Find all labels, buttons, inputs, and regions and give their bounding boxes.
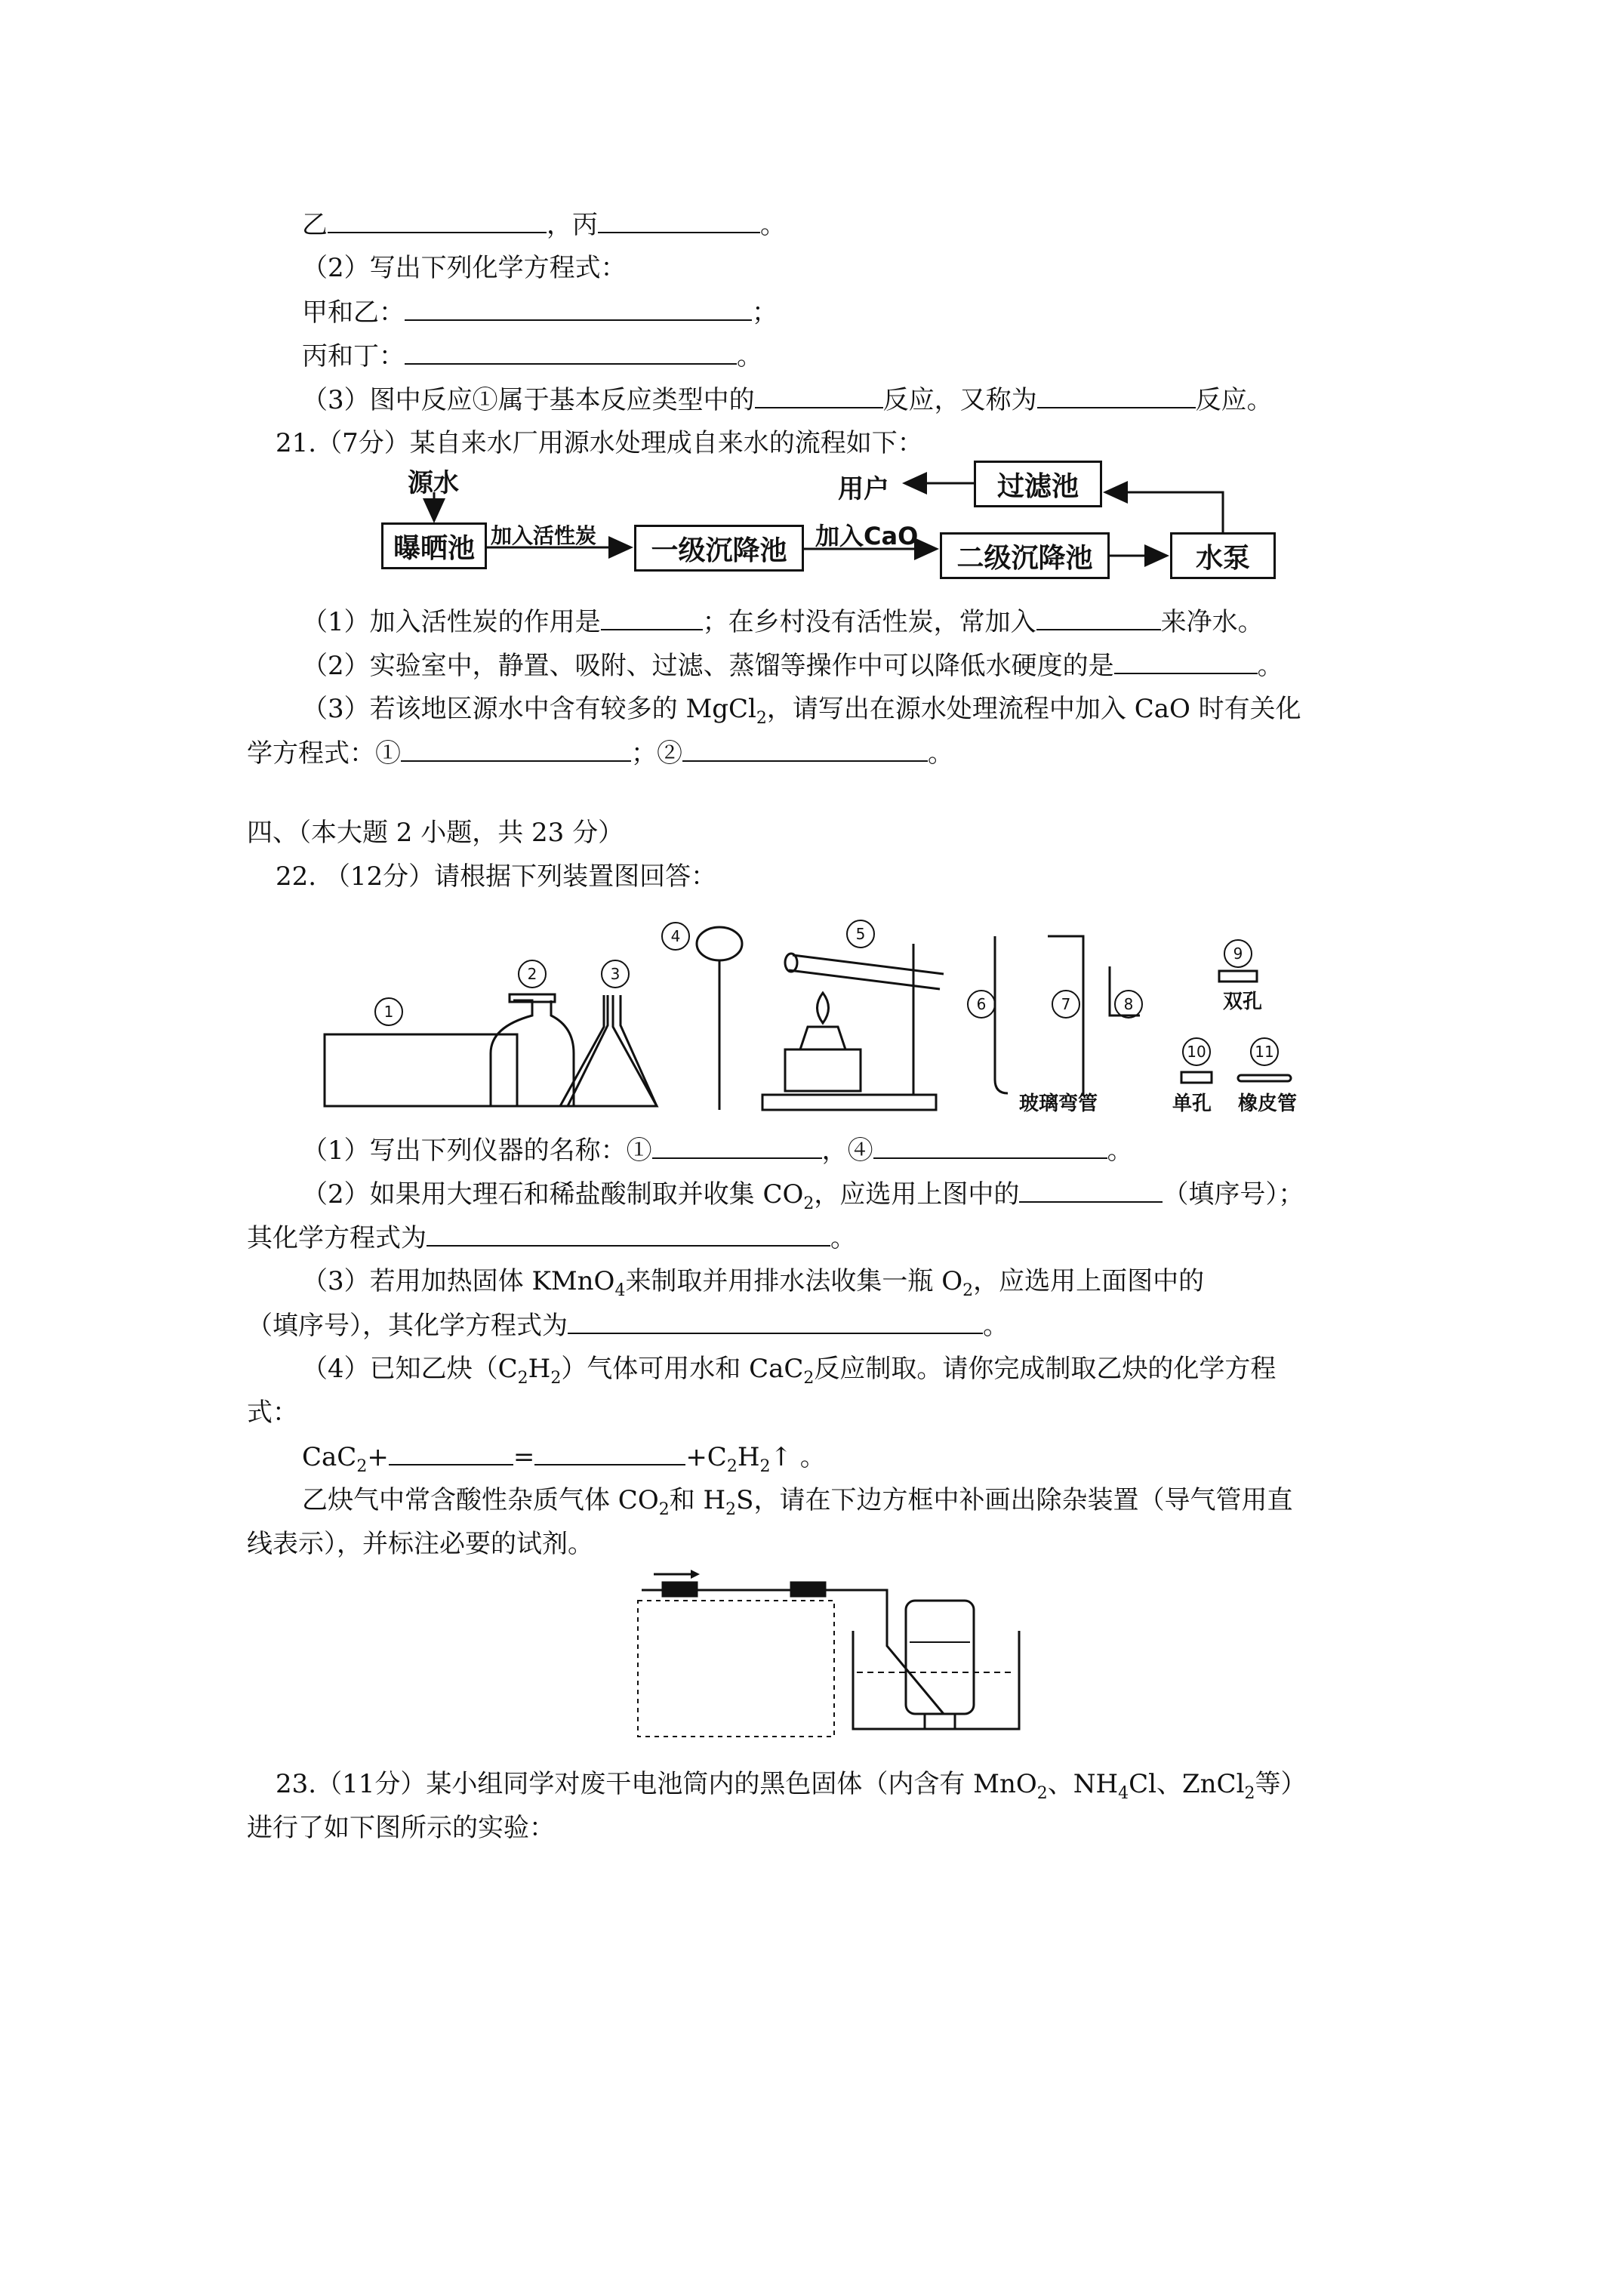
label-bent-tube: 玻璃弯管 bbox=[1019, 1093, 1098, 1115]
label-n11: 11 bbox=[1255, 1043, 1274, 1061]
rubber-joint-2 bbox=[791, 1583, 825, 1596]
empty-dashed-box bbox=[638, 1601, 834, 1737]
q22-part5-cont: 线表示），并标注必要的试剂。 bbox=[247, 1529, 593, 1559]
flow-direction-arrow bbox=[654, 1570, 700, 1579]
flow-settle2-box: 二级沉降池 bbox=[940, 532, 1110, 579]
q22-part5: 乙炔气中常含酸性杂质气体 $CO_2$和 $H_2S$，请在下边方框中补画出除杂装置（导气管用直 bbox=[302, 1485, 1293, 1519]
label-n8: 8 bbox=[1123, 995, 1134, 1013]
label-n3: 3 bbox=[610, 965, 621, 983]
q22-part2: （2）如果用大理石和稀盐酸制取并收集 $CO_2$，应选用上图中的 （填序号）； bbox=[302, 1179, 1304, 1213]
section4-heading: 四、（本大题 2 小题，共 23 分） bbox=[247, 818, 624, 848]
q23-line1: 23.（11分）某小组同学对废干电池筒内的黑色固体（内含有 MnO$_2$、$NH_4Cl$、ZnCl$_2$等） bbox=[276, 1769, 1307, 1803]
label-n2: 2 bbox=[527, 965, 537, 983]
q22-part4: （4）已知乙炔$(C_2H_2)$气体可用水和 CaC$_2$反应制取。请你完成制取乙炔的化学方程 bbox=[302, 1354, 1277, 1388]
flow-sun-box: 曝晒池 bbox=[381, 522, 487, 569]
label-n9: 9 bbox=[1233, 945, 1243, 963]
q22-part3: （3）若用加热固体 KMnO$_4$来制取并用排水法收集一瓶 $O_2$，应选用上面图中的 bbox=[302, 1266, 1205, 1300]
q20-part3: （3）图中反应①属于基本反应类型中的 反应，又称为 反应。 bbox=[302, 385, 1273, 415]
collection-bottle bbox=[906, 1601, 974, 1714]
q20-line1: 乙 ，丙 。 bbox=[302, 210, 786, 240]
flow-add-cao-label: 加入CaO bbox=[815, 522, 919, 550]
q22-part1: （1）写出下列仪器的名称：① ，④ 。 bbox=[302, 1136, 1133, 1166]
label-n6: 6 bbox=[976, 995, 987, 1013]
q22-part4-cont: 式： bbox=[247, 1398, 298, 1428]
q21-part2: （2）实验室中，静置、吸附、过滤、蒸馏等操作中可以降低水硬度的是 。 bbox=[302, 651, 1283, 681]
label-n10: 10 bbox=[1187, 1043, 1206, 1061]
q22-title: 22. （12分）请根据下列装置图回答： bbox=[276, 861, 717, 892]
label-double-hole: 双孔 bbox=[1223, 991, 1263, 1013]
flow-user-label: 用户 bbox=[838, 474, 889, 504]
q20-part2: （2）写出下列化学方程式： bbox=[302, 253, 627, 283]
flow-filter-box: 过滤池 bbox=[974, 461, 1102, 507]
q23-line2: 进行了如下图所示的实验： bbox=[247, 1813, 555, 1843]
q22-part2-cont: 其化学方程式为 。 bbox=[247, 1223, 856, 1253]
label-n1: 1 bbox=[383, 1003, 394, 1021]
q21-title: 21.（7分）某自来水厂用源水处理成自来水的流程如下： bbox=[276, 428, 923, 458]
q21-part3: （3）若该地区源水中含有较多的 MgCl$_2$，请写出在源水处理流程中加入 CaO 时有关化 bbox=[302, 694, 1301, 728]
label-rubber-tube: 橡皮管 bbox=[1238, 1093, 1298, 1115]
flow-settle1-box: 一级沉降池 bbox=[634, 525, 804, 572]
q20-jia-yi: 甲和乙： ； bbox=[302, 297, 778, 328]
q22-equation: $CaC_2+ = +C_2H_2↑$ 。 bbox=[302, 1442, 826, 1476]
q21-part1: （1）加入活性炭的作用是 ；在乡村没有活性炭，常加入 来净水。 bbox=[302, 607, 1264, 637]
flow-add-carbon-label: 加入活性炭 bbox=[491, 523, 597, 548]
flow-pump-box: 水泵 bbox=[1170, 532, 1276, 579]
label-n4: 4 bbox=[670, 927, 681, 945]
label-n7: 7 bbox=[1061, 995, 1071, 1013]
outlet-tube bbox=[823, 1590, 944, 1714]
flow-source-label: 源水 bbox=[408, 468, 459, 498]
q22-part3-cont: （填序号），其化学方程式为 。 bbox=[247, 1311, 1009, 1341]
label-single-hole: 单孔 bbox=[1172, 1093, 1212, 1115]
q20-bing-ding: 丙和丁： 。 bbox=[302, 341, 762, 371]
q21-part3-cont: 学方程式：① ；② 。 bbox=[247, 738, 953, 769]
rubber-joint-1 bbox=[663, 1583, 697, 1596]
label-n5: 5 bbox=[855, 925, 866, 943]
